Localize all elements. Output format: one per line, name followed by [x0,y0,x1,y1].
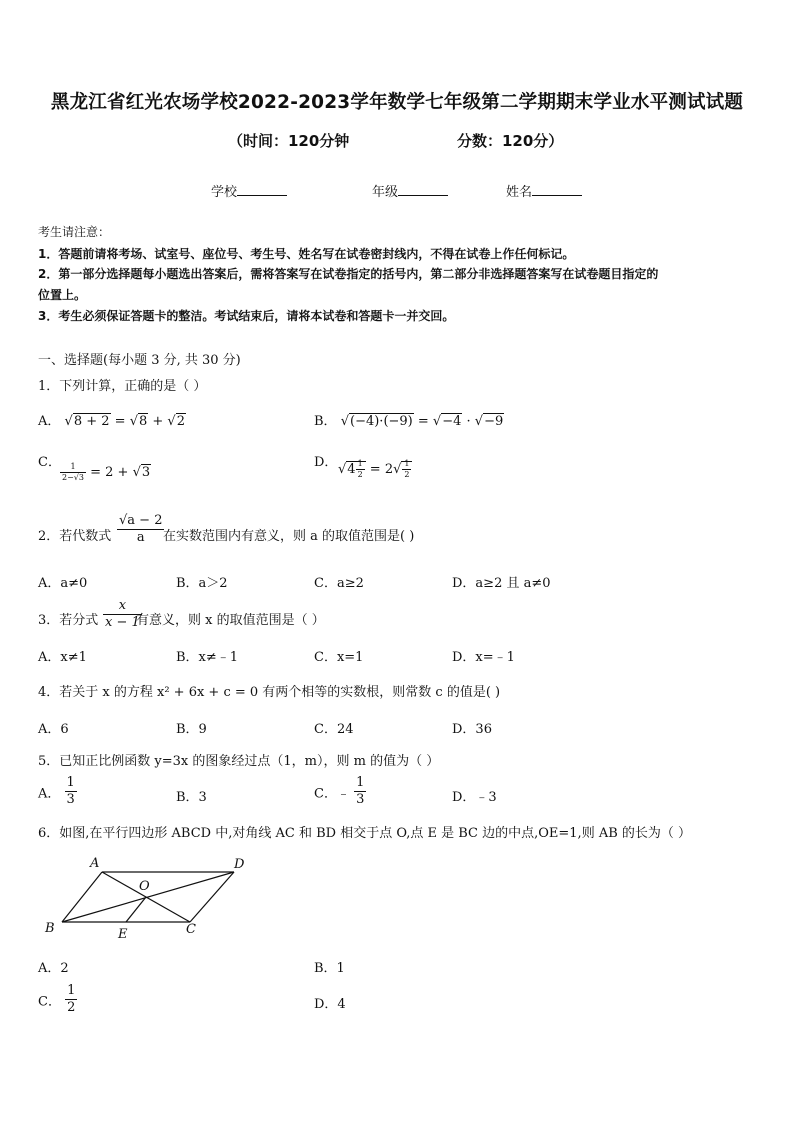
label-d: D [234,857,245,872]
q2-fraction: $\frac{√a - 2}{a}$ [119,513,163,546]
q1-a-expr: √8 + 2 = √8 + √2 [64,414,185,429]
q5-option-d[interactable]: D．﹣3 [452,790,497,805]
q1-option-b[interactable]: B． √(−4)·(−9) = √−4 · √−9 [314,414,504,429]
exam-title: 黑龙江省红光农场学校2022-2023学年数学七年级第二学期期末学业水平测试试题 [50,92,744,113]
label-b: B [45,921,55,936]
label-a: A [90,856,100,871]
side-dc [190,872,234,922]
note-item: 位置上。 [38,288,87,302]
note-item: 2．第一部分选择题每小题选出答案后，需将答案写在试卷指定的括号内，第二部分非选择题答案写在试卷题目指定的 [38,267,659,281]
q1-c-expr: $\frac{1}{2-√3}$ = 2 + √3 [62,462,151,482]
q6-option-a[interactable]: A．2 [38,961,69,976]
question-1-stem: 1．下列计算，正确的是（ ） [38,379,207,394]
q5-option-a[interactable]: A． $\frac{1}{3}$ [38,775,75,808]
question-2-prefix: 2．若代数式 [38,529,112,544]
q2-option-b[interactable]: B．a＞2 [176,576,228,591]
q3-option-d[interactable]: D．x=﹣1 [452,650,515,665]
q4-option-a[interactable]: A．6 [38,722,69,737]
q5-option-c[interactable]: C．﹣ $\frac{1}{3}$ [314,775,365,808]
q3-fraction: $\frac{x}{x - 1}$ [105,598,140,631]
label-o: O [139,879,150,894]
grade-field[interactable] [372,181,448,200]
q4-option-c[interactable]: C．24 [314,722,354,737]
question-3-suffix: 有意义，则 x 的取值范围是（ ） [136,613,325,628]
school-field[interactable] [211,181,287,200]
q1-option-a[interactable]: A． √8 + 2 = √8 + √2 [38,414,185,429]
name-blank[interactable] [532,183,582,196]
name-label: 姓名 [506,185,533,200]
q6-option-d[interactable]: D．4 [314,997,346,1012]
question-4-stem: 4．若关于 x 的方程 x² + 6x + c = 0 有两个相等的实数根，则常数 c 的值是( ) [38,685,501,700]
q4-option-b[interactable]: B．9 [176,722,207,737]
note-item: 1．答题前请将考场、试室号、座位号、考生号、姓名写在试卷密封线内，不得在试卷上作任何标记。 [38,247,575,261]
q3-option-c[interactable]: C．x=1 [314,650,364,665]
section-title: 一、选择题(每小题 3 分, 共 30 分) [38,353,241,368]
question-6-stem: 6．如图,在平行四边形 ABCD 中,对角线 AC 和 BD 相交于点 O,点 E 是 BC 边的中点,OE=1,则 AB 的长为（ ） [38,826,692,841]
q6-option-c[interactable]: C． $\frac{1}{2}$ [38,983,76,1016]
question-5-stem: 5．已知正比例函数 y=3x 的图象经过点（1，m），则 m 的值为（ ） [38,754,440,769]
q4-option-d[interactable]: D．36 [452,722,492,737]
q1-b-expr: √(−4)·(−9) = √−4 · √−9 [340,414,504,429]
school-blank[interactable] [237,183,287,196]
exam-score: 分数：120分） [457,132,564,150]
q1-option-d[interactable]: D． [314,455,338,470]
q2-option-a[interactable]: A．a≠0 [38,576,88,591]
q6-option-b[interactable]: B．1 [314,961,345,976]
label-c: C [186,922,196,937]
name-field[interactable] [506,181,582,200]
grade-blank[interactable] [398,183,448,196]
exam-time: （时间：120分钟 [228,132,350,150]
q2-option-d[interactable]: D．a≥2 且 a≠0 [452,576,551,591]
notes-heading: 考生请注意： [38,225,111,239]
q3-option-a[interactable]: A．x≠1 [38,650,87,665]
label-e: E [118,927,128,942]
side-ab [62,872,102,922]
q2-option-c[interactable]: C．a≥2 [314,576,364,591]
question-3-prefix: 3．若分式 [38,613,99,628]
q1-d-expr: √4 $\frac{1}{2}$ = 2√ $\frac{1}{2}$ [338,459,412,480]
parallelogram-figure [40,850,260,945]
note-item: 3．考生必须保证答题卡的整洁。考试结束后，请将本试卷和答题卡一并交回。 [38,309,455,323]
school-label: 学校 [211,185,238,200]
q1-option-c[interactable]: C． [38,455,61,470]
q5-option-b[interactable]: B．3 [176,790,207,805]
q3-option-b[interactable]: B．x≠﹣1 [176,650,239,665]
grade-label: 年级 [372,185,399,200]
question-2-suffix: 在实数范围内有意义，则 a 的取值范围是( ) [163,529,415,544]
